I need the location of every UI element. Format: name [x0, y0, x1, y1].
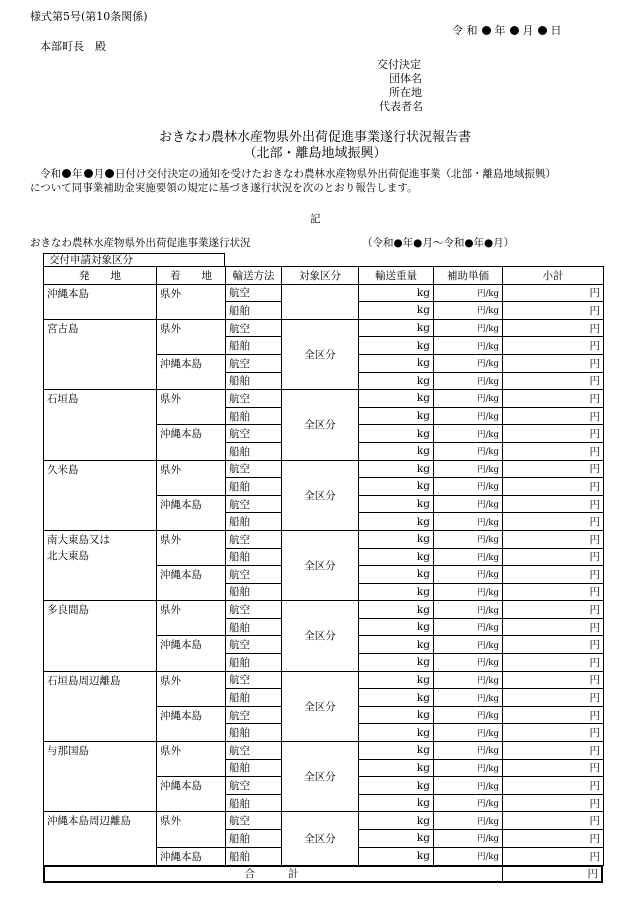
addressee: 本部町長 殿: [40, 40, 106, 53]
transport-weight-cell: kg: [359, 548, 434, 566]
transport-weight-cell: kg: [359, 830, 434, 848]
subtotal-cell: 円: [503, 337, 604, 355]
destination-cell: 県外: [157, 460, 226, 495]
year-label: 年: [494, 24, 506, 37]
page-subtitle: （北部・離島地域振興）: [243, 146, 387, 161]
transport-weight-cell: kg: [359, 671, 434, 689]
transport-method-cell: 航空: [226, 495, 282, 513]
category-cell: 全区分: [282, 601, 359, 671]
category-cell: [282, 284, 359, 319]
table-row: [44, 601, 604, 619]
transport-weight-cell: kg: [359, 372, 434, 390]
unit-price-cell: 円/kg: [434, 618, 503, 636]
unit-price-cell: 円/kg: [434, 654, 503, 672]
unit-price-cell: 円/kg: [434, 742, 503, 760]
subtotal-cell: 円: [503, 513, 604, 531]
origin-cell: 多良間島: [44, 601, 157, 671]
total-label: 合 計: [45, 867, 503, 881]
table-row: [44, 671, 604, 689]
subtotal-cell: 円: [503, 390, 604, 408]
month-label: 月: [522, 24, 534, 37]
unit-price-cell: 円/kg: [434, 777, 503, 795]
destination-cell: 沖縄本島: [157, 425, 226, 460]
destination-cell: 県外: [157, 284, 226, 319]
transport-method-cell: 航空: [226, 284, 282, 302]
unit-price-cell: 円/kg: [434, 354, 503, 372]
unit-price-cell: 円/kg: [434, 513, 503, 531]
destination-cell: 県外: [157, 601, 226, 636]
transport-method-cell: 船舶: [226, 847, 282, 866]
table-row: [44, 812, 604, 830]
subtotal-cell: 円: [503, 478, 604, 496]
transport-method-cell: 船舶: [226, 654, 282, 672]
applicant-decision: 交付決定: [377, 58, 421, 71]
column-header: 補助単価: [434, 267, 503, 285]
destination-cell: 県外: [157, 319, 226, 354]
category-cell: 全区分: [282, 530, 359, 600]
category-cell: 全区分: [282, 742, 359, 812]
subtotal-cell: 円: [503, 601, 604, 619]
applicant-rep: 代表者名: [379, 100, 423, 113]
transport-weight-cell: kg: [359, 495, 434, 513]
transport-weight-cell: kg: [359, 742, 434, 760]
era-label: 令 和: [452, 24, 478, 37]
subtotal-cell: 円: [503, 706, 604, 724]
unit-price-cell: 円/kg: [434, 636, 503, 654]
transport-weight-cell: kg: [359, 812, 434, 830]
subtotal-cell: 円: [503, 442, 604, 460]
status-title: おきなわ農林水産物県外出荷促進事業遂行状況: [30, 237, 251, 249]
transport-weight-cell: kg: [359, 425, 434, 443]
destination-cell: 県外: [157, 671, 226, 706]
transport-weight-cell: kg: [359, 354, 434, 372]
transport-weight-cell: kg: [359, 724, 434, 742]
unit-price-cell: 円/kg: [434, 337, 503, 355]
subtotal-cell: 円: [503, 284, 604, 302]
total-row: [43, 865, 603, 883]
transport-method-cell: 船舶: [226, 407, 282, 425]
origin-cell: 沖縄本島: [44, 284, 157, 319]
subtotal-cell: 円: [503, 777, 604, 795]
ki-heading: 記: [310, 213, 321, 225]
blank-dot-icon: [62, 169, 71, 178]
destination-cell: 県外: [157, 812, 226, 847]
table-row: [44, 390, 604, 408]
blank-dot-icon: [105, 169, 114, 178]
unit-price-cell: 円/kg: [434, 794, 503, 812]
transport-weight-cell: kg: [359, 794, 434, 812]
page-title: おきなわ農林水産物県外出荷促進事業遂行状況報告書: [158, 130, 471, 145]
transport-method-cell: 船舶: [226, 759, 282, 777]
subtotal-cell: 円: [503, 742, 604, 760]
transport-weight-cell: kg: [359, 583, 434, 601]
table-row: [44, 284, 604, 302]
destination-cell: 沖縄本島: [157, 847, 226, 866]
transport-method-cell: 船舶: [226, 583, 282, 601]
subtotal-cell: 円: [503, 654, 604, 672]
applicant-org: 団体名: [389, 72, 422, 85]
origin-cell: 石垣島周辺離島: [44, 671, 157, 741]
transport-method-cell: 航空: [226, 706, 282, 724]
transport-method-cell: 航空: [226, 671, 282, 689]
subtotal-cell: 円: [503, 812, 604, 830]
unit-price-cell: 円/kg: [434, 319, 503, 337]
subtotal-cell: 円: [503, 372, 604, 390]
status-table: [43, 266, 604, 866]
destination-cell: 沖縄本島: [157, 777, 226, 812]
subtotal-cell: 円: [503, 830, 604, 848]
category-cell: 全区分: [282, 319, 359, 389]
unit-price-cell: 円/kg: [434, 284, 503, 302]
transport-weight-cell: kg: [359, 847, 434, 866]
category-cell: 全区分: [282, 812, 359, 866]
subtotal-cell: 円: [503, 319, 604, 337]
transport-weight-cell: kg: [359, 618, 434, 636]
unit-price-cell: 円/kg: [434, 390, 503, 408]
subtotal-cell: 円: [503, 618, 604, 636]
subtotal-cell: 円: [503, 724, 604, 742]
subtotal-cell: 円: [503, 794, 604, 812]
transport-weight-cell: kg: [359, 601, 434, 619]
transport-method-cell: 船舶: [226, 689, 282, 707]
unit-price-cell: 円/kg: [434, 724, 503, 742]
subtotal-cell: 円: [503, 548, 604, 566]
unit-price-cell: 円/kg: [434, 425, 503, 443]
blank-dot-icon: [84, 169, 93, 178]
destination-cell: 沖縄本島: [157, 354, 226, 389]
transport-method-cell: 船舶: [226, 372, 282, 390]
total-yen: 円: [587, 868, 598, 880]
unit-price-cell: 円/kg: [434, 530, 503, 548]
subtotal-cell: 円: [503, 689, 604, 707]
destination-cell: 県外: [157, 390, 226, 425]
destination-cell: 沖縄本島: [157, 566, 226, 601]
transport-method-cell: 船舶: [226, 302, 282, 320]
destination-cell: 沖縄本島: [157, 706, 226, 741]
transport-weight-cell: kg: [359, 284, 434, 302]
transport-method-cell: 船舶: [226, 618, 282, 636]
unit-price-cell: 円/kg: [434, 689, 503, 707]
transport-method-cell: 航空: [226, 425, 282, 443]
transport-method-cell: 船舶: [226, 548, 282, 566]
transport-method-cell: 航空: [226, 390, 282, 408]
column-header: 着 地: [157, 267, 226, 285]
subtotal-cell: 円: [503, 759, 604, 777]
transport-weight-cell: kg: [359, 530, 434, 548]
transport-method-cell: 航空: [226, 636, 282, 654]
transport-method-cell: 船舶: [226, 337, 282, 355]
transport-method-cell: 船舶: [226, 478, 282, 496]
applicant-address: 所在地: [389, 86, 422, 99]
origin-cell: 南大東島又は 北大東島: [44, 530, 157, 600]
table-row: [44, 460, 604, 478]
subtotal-cell: 円: [503, 636, 604, 654]
reporting-period: （令和●年●月～令和●年●月）: [362, 237, 515, 249]
transport-weight-cell: kg: [359, 513, 434, 531]
transport-method-cell: 航空: [226, 319, 282, 337]
transport-weight-cell: kg: [359, 706, 434, 724]
transport-method-cell: 航空: [226, 354, 282, 372]
transport-method-cell: 航空: [226, 777, 282, 795]
unit-price-cell: 円/kg: [434, 478, 503, 496]
blank-dot-icon: [482, 26, 491, 35]
destination-cell: 沖縄本島: [157, 636, 226, 671]
subtotal-cell: 円: [503, 530, 604, 548]
transport-weight-cell: kg: [359, 407, 434, 425]
unit-price-cell: 円/kg: [434, 601, 503, 619]
transport-method-cell: 船舶: [226, 794, 282, 812]
subtotal-cell: 円: [503, 302, 604, 320]
form-number: 様式第5号(第10条関係): [30, 10, 148, 23]
unit-price-cell: 円/kg: [434, 671, 503, 689]
unit-price-cell: 円/kg: [434, 442, 503, 460]
transport-weight-cell: kg: [359, 777, 434, 795]
column-header: 輸送重量: [359, 267, 434, 285]
body-paragraph-1: 令和 年 月 日付け交付決定の通知を受けたおきなわ農林水産物県外出荷促進事業（北部・離島地域振興）: [40, 168, 556, 180]
day-label: 日: [550, 24, 562, 37]
column-header: 発 地: [44, 267, 157, 285]
column-header: 小計: [503, 267, 604, 285]
blank-dot-icon: [538, 26, 547, 35]
transport-method-cell: 航空: [226, 530, 282, 548]
unit-price-cell: 円/kg: [434, 372, 503, 390]
subtotal-cell: 円: [503, 583, 604, 601]
unit-price-cell: 円/kg: [434, 847, 503, 866]
transport-weight-cell: kg: [359, 442, 434, 460]
transport-weight-cell: kg: [359, 566, 434, 584]
subtotal-cell: 円: [503, 425, 604, 443]
blank-dot-icon: [510, 26, 519, 35]
destination-cell: 県外: [157, 530, 226, 565]
transport-weight-cell: kg: [359, 636, 434, 654]
category-cell: 全区分: [282, 460, 359, 530]
transport-method-cell: 船舶: [226, 830, 282, 848]
subheader-eligible-category: 交付申請対象区分: [43, 253, 225, 266]
transport-weight-cell: kg: [359, 390, 434, 408]
unit-price-cell: 円/kg: [434, 566, 503, 584]
transport-method-cell: 航空: [226, 601, 282, 619]
subtotal-cell: 円: [503, 847, 604, 866]
origin-cell: 宮古島: [44, 319, 157, 389]
unit-price-cell: 円/kg: [434, 302, 503, 320]
transport-weight-cell: kg: [359, 478, 434, 496]
category-cell: 全区分: [282, 390, 359, 460]
transport-weight-cell: kg: [359, 689, 434, 707]
transport-weight-cell: kg: [359, 302, 434, 320]
transport-method-cell: 航空: [226, 460, 282, 478]
origin-cell: 沖縄本島周辺離島: [44, 812, 157, 866]
origin-cell: 久米島: [44, 460, 157, 530]
subtotal-cell: 円: [503, 354, 604, 372]
table-row: [44, 319, 604, 337]
subtotal-cell: 円: [503, 671, 604, 689]
transport-weight-cell: kg: [359, 337, 434, 355]
table-row: [44, 742, 604, 760]
transport-method-cell: 船舶: [226, 442, 282, 460]
unit-price-cell: 円/kg: [434, 830, 503, 848]
origin-cell: 与那国島: [44, 742, 157, 812]
category-cell: 全区分: [282, 671, 359, 741]
subtotal-cell: 円: [503, 495, 604, 513]
unit-price-cell: 円/kg: [434, 548, 503, 566]
transport-method-cell: 航空: [226, 812, 282, 830]
transport-weight-cell: kg: [359, 319, 434, 337]
column-header: 輸送方法: [226, 267, 282, 285]
transport-method-cell: 船舶: [226, 513, 282, 531]
destination-cell: 沖縄本島: [157, 495, 226, 530]
table-header-row: [44, 267, 604, 285]
unit-price-cell: 円/kg: [434, 460, 503, 478]
column-header: 対象区分: [282, 267, 359, 285]
subtotal-cell: 円: [503, 460, 604, 478]
unit-price-cell: 円/kg: [434, 495, 503, 513]
destination-cell: 県外: [157, 742, 226, 777]
unit-price-cell: 円/kg: [434, 583, 503, 601]
origin-cell: 石垣島: [44, 390, 157, 460]
transport-method-cell: 航空: [226, 566, 282, 584]
unit-price-cell: 円/kg: [434, 706, 503, 724]
body-paragraph-2: について同事業補助金実施要領の規定に基づき遂行状況を次のとおり報告します。: [30, 182, 418, 194]
transport-weight-cell: kg: [359, 654, 434, 672]
subtotal-cell: 円: [503, 566, 604, 584]
transport-method-cell: 船舶: [226, 724, 282, 742]
transport-method-cell: 航空: [226, 742, 282, 760]
transport-weight-cell: kg: [359, 759, 434, 777]
date-line: [452, 22, 562, 38]
subtotal-cell: 円: [503, 407, 604, 425]
transport-weight-cell: kg: [359, 460, 434, 478]
unit-price-cell: 円/kg: [434, 812, 503, 830]
unit-price-cell: 円/kg: [434, 759, 503, 777]
table-row: [44, 530, 604, 548]
unit-price-cell: 円/kg: [434, 407, 503, 425]
